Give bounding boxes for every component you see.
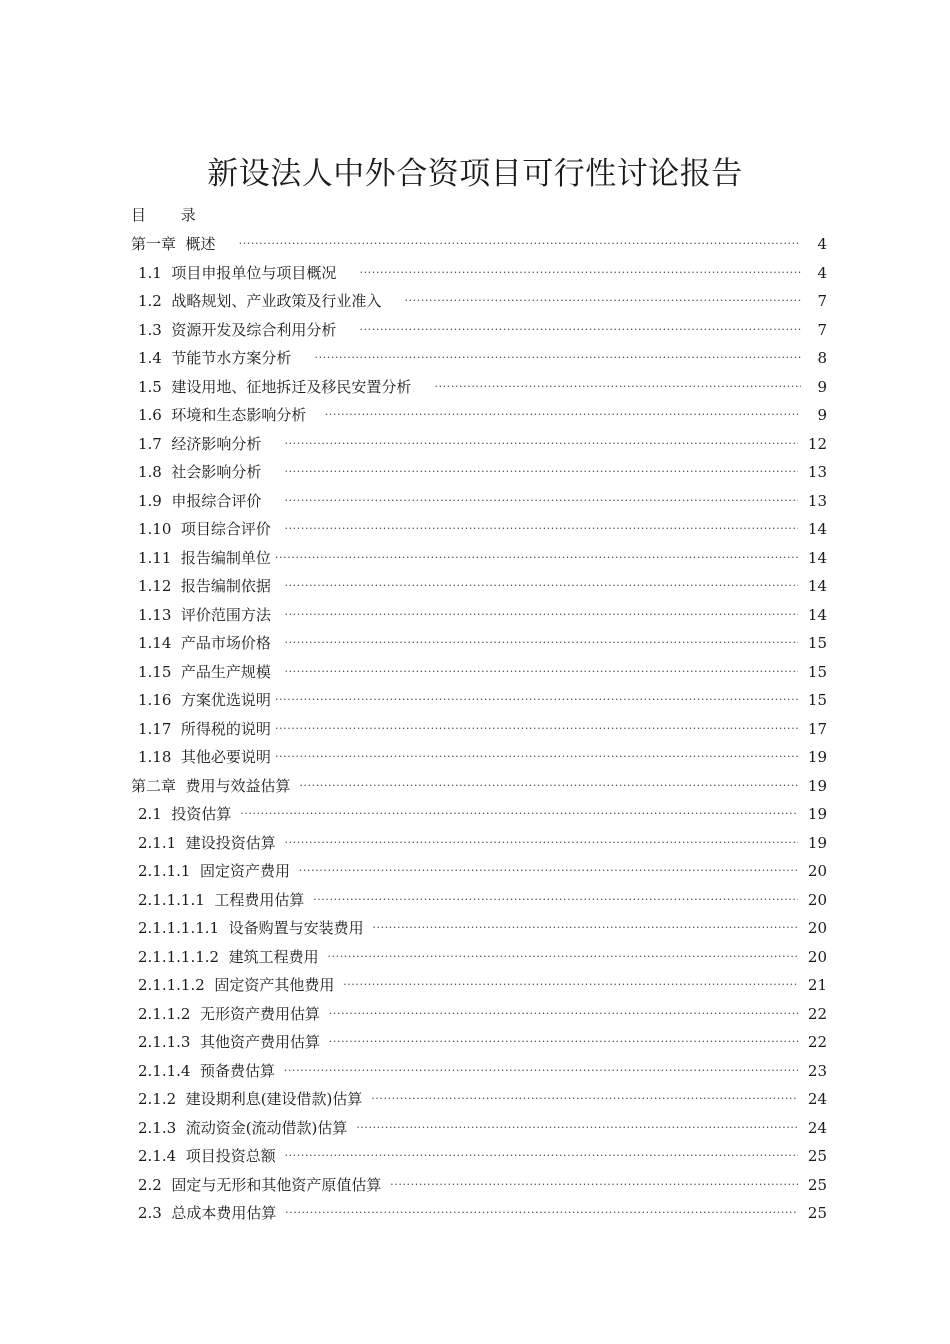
toc-heading: 目 录 bbox=[131, 206, 211, 224]
toc-dot-leader bbox=[280, 829, 797, 858]
toc-entry-page-number: 15 bbox=[807, 662, 827, 681]
toc-entry[interactable] bbox=[131, 601, 827, 630]
toc-entry-page-number: 14 bbox=[807, 577, 827, 595]
toc-entry[interactable] bbox=[131, 259, 827, 288]
toc-entry-page-number: 7 bbox=[817, 320, 827, 339]
toc-entry[interactable] bbox=[131, 971, 827, 1000]
toc-entry[interactable] bbox=[131, 1171, 827, 1200]
toc-dot-leader bbox=[281, 1199, 798, 1228]
toc-entry-title: 1.3 资源开发及综合利用分析 bbox=[138, 320, 356, 339]
toc-dot-leader bbox=[271, 743, 798, 772]
toc-entry-page-number: 20 bbox=[807, 862, 827, 880]
toc-entry-page-number: 4 bbox=[817, 235, 827, 253]
toc-dot-leader bbox=[280, 1057, 798, 1086]
toc-entry[interactable] bbox=[131, 458, 827, 487]
toc-entry[interactable] bbox=[131, 715, 827, 744]
toc-entry[interactable] bbox=[131, 1199, 827, 1228]
document-title: 新设法人中外合资项目可行性讨论报告 bbox=[207, 156, 743, 192]
toc-entry-title: 2.1.1.1.1.1 设备购置与安装费用 bbox=[138, 919, 369, 937]
toc-entry[interactable] bbox=[131, 487, 827, 516]
toc-entry-page-number: 9 bbox=[817, 377, 827, 396]
toc-dot-leader bbox=[430, 373, 801, 402]
toc-entry-page-number: 25 bbox=[807, 1204, 827, 1222]
toc-entry-title: 1.11 报告编制单位 bbox=[138, 548, 271, 567]
toc-entry-title: 1.13 评价范围方法 bbox=[138, 605, 281, 624]
toc-dot-leader bbox=[235, 230, 801, 259]
toc-entry-title: 2.1.4 项目投资总额 bbox=[138, 1147, 281, 1165]
toc-entry-title: 1.9 申报综合评价 bbox=[138, 491, 281, 510]
toc-entry-title: 1.1 项目申报单位与项目概况 bbox=[138, 263, 356, 282]
toc-entry[interactable] bbox=[131, 430, 827, 459]
toc-entry[interactable] bbox=[131, 829, 827, 858]
toc-dot-leader bbox=[280, 1142, 797, 1171]
toc-entry-page-number: 12 bbox=[807, 434, 827, 453]
toc-entry-title: 第二章 费用与效益估算 bbox=[131, 776, 296, 795]
toc-entry-title: 1.17 所得税的说明 bbox=[138, 719, 271, 738]
toc-entry-page-number: 19 bbox=[807, 748, 827, 766]
toc-entry-title: 2.2 固定与无形和其他资产原值估算 bbox=[138, 1175, 387, 1194]
toc-dot-leader bbox=[355, 316, 801, 345]
toc-entry[interactable] bbox=[131, 743, 827, 772]
toc-entry-page-number: 9 bbox=[817, 406, 827, 424]
toc-dot-leader bbox=[271, 715, 798, 744]
toc-entry-page-number: 17 bbox=[807, 719, 827, 738]
toc-entry-page-number: 15 bbox=[807, 691, 827, 709]
toc-entry[interactable] bbox=[131, 316, 827, 345]
toc-entry[interactable] bbox=[131, 1028, 827, 1057]
toc-dot-leader bbox=[280, 458, 797, 487]
toc-dot-leader bbox=[310, 344, 801, 373]
toc-dot-leader bbox=[280, 601, 797, 630]
toc-entry-title: 1.12 报告编制依据 bbox=[138, 577, 281, 595]
toc-entry-title: 2.1.1.3 其他资产费用估算 bbox=[138, 1033, 325, 1051]
toc-dot-leader bbox=[295, 772, 798, 801]
toc-entry-title: 2.1 投资估算 bbox=[138, 805, 237, 823]
toc-dot-leader bbox=[309, 886, 798, 915]
toc-entry[interactable] bbox=[131, 800, 827, 829]
toc-entry-page-number: 20 bbox=[807, 947, 827, 966]
toc-entry[interactable] bbox=[131, 230, 827, 259]
toc-entry-page-number: 14 bbox=[807, 548, 827, 567]
toc-entry-page-number: 25 bbox=[807, 1147, 827, 1165]
toc-entry-page-number: 22 bbox=[807, 1033, 827, 1051]
toc-entry-page-number: 8 bbox=[817, 349, 827, 367]
toc-entry[interactable] bbox=[131, 373, 827, 402]
toc-dot-leader bbox=[280, 572, 797, 601]
toc-entry-title: 1.10 项目综合评价 bbox=[138, 520, 281, 538]
toc-entry-page-number: 24 bbox=[807, 1090, 827, 1108]
toc-entry[interactable] bbox=[131, 515, 827, 544]
toc-dot-leader bbox=[339, 971, 798, 1000]
table-of-contents bbox=[131, 230, 827, 1228]
toc-entry-title: 2.1.2 建设期利息(建设借款)估算 bbox=[138, 1090, 368, 1108]
toc-entry-page-number: 14 bbox=[807, 520, 827, 538]
toc-entry-title: 1.6 环境和生态影响分析 bbox=[138, 406, 321, 424]
toc-entry[interactable] bbox=[131, 857, 827, 886]
toc-entry-title: 2.1.3 流动资金(流动借款)估算 bbox=[138, 1118, 353, 1137]
toc-entry-title: 1.7 经济影响分析 bbox=[138, 434, 281, 453]
toc-dot-leader bbox=[368, 914, 798, 943]
toc-entry[interactable] bbox=[131, 287, 827, 316]
toc-entry-title: 1.15 产品生产规模 bbox=[138, 662, 281, 681]
toc-dot-leader bbox=[352, 1114, 798, 1143]
toc-entry-page-number: 20 bbox=[807, 919, 827, 937]
toc-entry-title: 第一章 概述 bbox=[131, 235, 235, 253]
toc-dot-leader bbox=[295, 857, 798, 886]
toc-entry-title: 1.5 建设用地、征地拆迁及移民安置分析 bbox=[138, 377, 431, 396]
toc-entry-title: 1.14 产品市场价格 bbox=[138, 634, 281, 652]
toc-entry-title: 1.2 战略规划、产业政策及行业准入 bbox=[138, 292, 401, 310]
toc-entry-page-number: 21 bbox=[807, 976, 827, 994]
toc-dot-leader bbox=[280, 515, 797, 544]
toc-entry-page-number: 19 bbox=[807, 833, 827, 852]
toc-entry-page-number: 4 bbox=[817, 263, 827, 282]
toc-dot-leader bbox=[367, 1085, 798, 1114]
toc-entry[interactable] bbox=[131, 943, 827, 972]
toc-entry-page-number: 7 bbox=[817, 292, 827, 310]
toc-entry[interactable] bbox=[131, 629, 827, 658]
toc-entry-page-number: 19 bbox=[807, 776, 827, 795]
toc-entry-page-number: 23 bbox=[807, 1061, 827, 1080]
toc-dot-leader bbox=[400, 287, 801, 316]
toc-entry[interactable] bbox=[131, 886, 827, 915]
toc-entry[interactable] bbox=[131, 772, 827, 801]
toc-dot-leader bbox=[280, 629, 797, 658]
toc-entry-title: 2.1.1.1.2 固定资产其他费用 bbox=[138, 976, 340, 994]
toc-entry-title: 1.4 节能节水方案分析 bbox=[138, 349, 311, 367]
toc-entry-title: 2.1.1.2 无形资产费用估算 bbox=[138, 1004, 325, 1023]
toc-entry-page-number: 20 bbox=[807, 890, 827, 909]
toc-dot-leader bbox=[280, 430, 797, 459]
toc-dot-leader bbox=[271, 686, 798, 715]
toc-entry[interactable] bbox=[131, 401, 827, 430]
toc-entry[interactable] bbox=[131, 1114, 827, 1143]
toc-entry-page-number: 13 bbox=[807, 491, 827, 510]
toc-dot-leader bbox=[386, 1171, 798, 1200]
toc-entry[interactable] bbox=[131, 1142, 827, 1171]
toc-dot-leader bbox=[280, 487, 797, 516]
toc-dot-leader bbox=[236, 800, 798, 829]
toc-entry-title: 1.18 其他必要说明 bbox=[138, 748, 271, 766]
toc-entry-title: 2.1.1 建设投资估算 bbox=[138, 833, 281, 852]
toc-dot-leader bbox=[323, 943, 798, 972]
toc-dot-leader bbox=[355, 259, 801, 288]
toc-entry-page-number: 15 bbox=[807, 634, 827, 652]
toc-dot-leader bbox=[325, 1000, 798, 1029]
toc-entry-page-number: 24 bbox=[807, 1118, 827, 1137]
toc-dot-leader bbox=[325, 1028, 798, 1057]
toc-entry-page-number: 13 bbox=[807, 463, 827, 481]
toc-entry[interactable] bbox=[131, 572, 827, 601]
toc-entry[interactable] bbox=[131, 344, 827, 373]
toc-entry[interactable] bbox=[131, 914, 827, 943]
toc-entry[interactable] bbox=[131, 1085, 827, 1114]
toc-dot-leader bbox=[280, 658, 797, 687]
toc-entry-title: 2.1.1.1.1 工程费用估算 bbox=[138, 890, 310, 909]
toc-entry[interactable] bbox=[131, 658, 827, 687]
toc-entry-title: 1.16 方案优选说明 bbox=[138, 691, 271, 709]
toc-entry[interactable] bbox=[131, 1057, 827, 1086]
toc-entry[interactable] bbox=[131, 544, 827, 573]
toc-entry-page-number: 22 bbox=[807, 1004, 827, 1023]
toc-entry-title: 2.1.1.1 固定资产费用 bbox=[138, 862, 295, 880]
toc-entry[interactable] bbox=[131, 1000, 827, 1029]
toc-entry-title: 2.1.1.1.1.2 建筑工程费用 bbox=[138, 947, 324, 966]
toc-entry-title: 1.8 社会影响分析 bbox=[138, 463, 281, 481]
toc-dot-leader bbox=[321, 401, 801, 430]
toc-entry-page-number: 19 bbox=[807, 805, 827, 823]
toc-entry-page-number: 25 bbox=[807, 1175, 827, 1194]
toc-entry-title: 2.3 总成本费用估算 bbox=[138, 1204, 282, 1222]
toc-dot-leader bbox=[271, 544, 798, 573]
toc-entry-title: 2.1.1.4 预备费估算 bbox=[138, 1061, 280, 1080]
toc-entry[interactable] bbox=[131, 686, 827, 715]
toc-entry-page-number: 14 bbox=[807, 605, 827, 624]
